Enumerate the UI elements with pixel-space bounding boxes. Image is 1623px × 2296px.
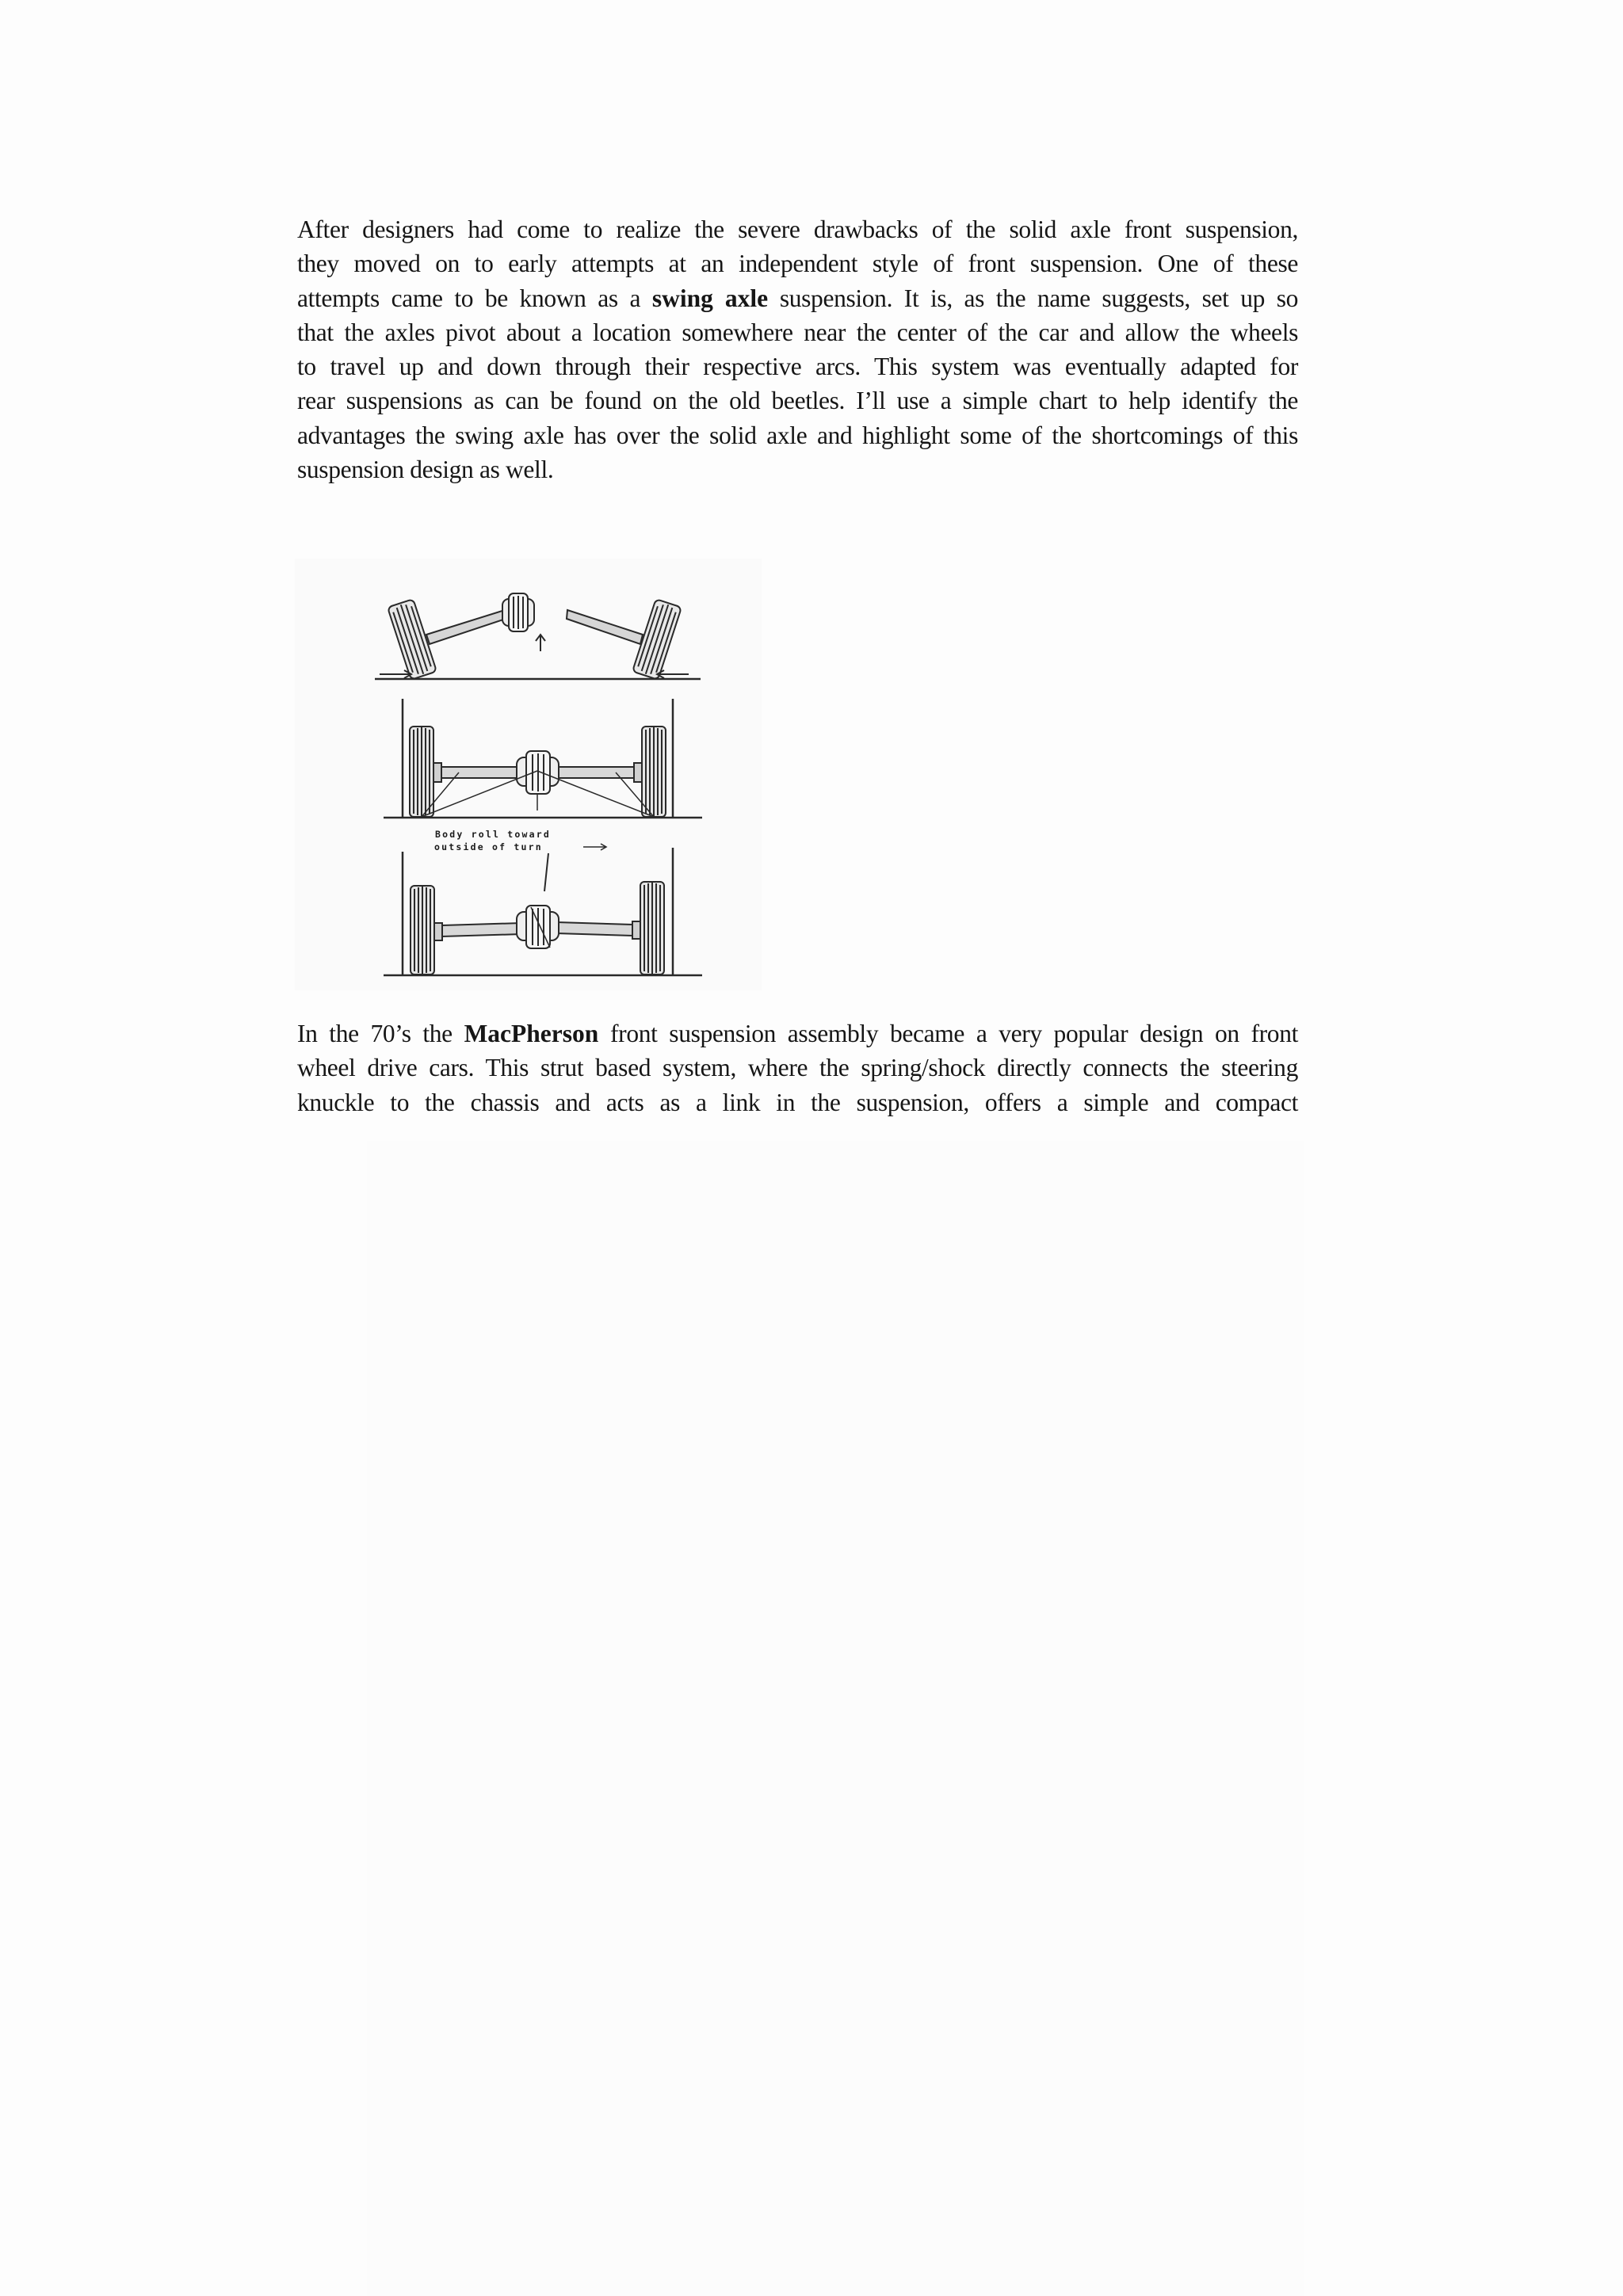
- swing-axle-figure: [295, 559, 762, 990]
- caption-line-2: outside of turn: [434, 841, 543, 852]
- left-wheel-upright: [410, 727, 441, 817]
- paragraph-line: to travel up and down through their respective arcs. This system was eventually adapted for: [297, 353, 1298, 381]
- paragraph-line: [297, 281, 1298, 315]
- paragraph-text: suspension. It is, as the name suggests, set up so: [779, 284, 1299, 312]
- left-wheel-roll: [411, 886, 442, 974]
- swing-axle-diagram: [295, 559, 762, 990]
- caption-line-1: Body roll toward: [435, 829, 551, 840]
- term-swing-axle: swing axle: [651, 284, 769, 312]
- right-wheel-roll: [632, 882, 664, 974]
- paragraph-text: In the 70’s the: [297, 1020, 453, 1047]
- right-wheel-upright: [634, 727, 666, 817]
- panel-swing-axle-tilt: [375, 593, 701, 680]
- paragraph-line: wheel drive cars. This strut based system, where the spring/shock directly connects the steering: [297, 1054, 1298, 1082]
- paragraph-line: rear suspensions as can be found on the old beetles. I’ll use a simple chart to help identify the: [297, 387, 1298, 415]
- paragraph-line: advantages the swing axle has over the solid axle and highlight some of the shortcomings of this: [297, 421, 1298, 449]
- paragraph-line: suspension design as well.: [297, 456, 554, 484]
- paragraph-line: [297, 1016, 1298, 1051]
- paragraph-swing-axle-intro: [297, 212, 1298, 486]
- paragraph-line: they moved on to early attempts at an independent style of front suspension. One of these: [297, 250, 1298, 278]
- panel-static-position: [384, 699, 702, 818]
- paragraph-text: attempts came to be known as a: [297, 284, 641, 312]
- term-macpherson: MacPherson: [464, 1020, 599, 1047]
- paragraph-text: front suspension assembly became a very popular design on front: [610, 1020, 1299, 1047]
- paragraph-line: knuckle to the chassis and acts as a link in the suspension, offers a simple and compact: [297, 1088, 1298, 1116]
- panel-body-roll: [384, 848, 702, 975]
- paragraph-macpherson-intro: [297, 1016, 1298, 1119]
- paragraph-line: After designers had come to realize the severe drawbacks of the solid axle front suspension,: [297, 215, 1298, 243]
- scan-background-band: [367, 1141, 1304, 2296]
- paragraph-line: that the axles pivot about a location somewhere near the center of the car and allow the wheels: [297, 318, 1298, 346]
